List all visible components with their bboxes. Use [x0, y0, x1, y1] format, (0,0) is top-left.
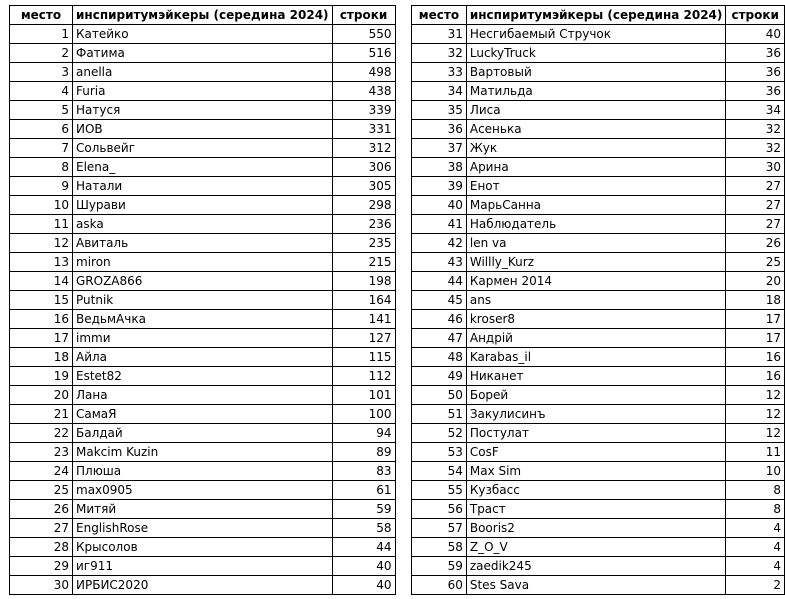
table-row [412, 348, 785, 367]
name-cell: Митяй [73, 500, 333, 519]
header-lines: строки [332, 6, 395, 25]
table-row [412, 272, 785, 291]
rank-cell: 31 [412, 25, 467, 44]
name-cell: СамаЯ [73, 405, 333, 424]
table-row [10, 177, 396, 196]
rank-cell: 20 [10, 386, 73, 405]
name-cell: Karabas_il [466, 348, 726, 367]
name-cell: Закулисинъ [466, 405, 726, 424]
rank-cell: 25 [10, 481, 73, 500]
name-cell: kroser8 [466, 310, 726, 329]
table-row [412, 500, 785, 519]
table-row [10, 234, 396, 253]
name-cell: Авиталь [73, 234, 333, 253]
name-cell: LuckyTruck [466, 44, 726, 63]
table-row [10, 272, 396, 291]
header-name: инспиритумэйкеры (середина 2024) [466, 6, 726, 25]
lines-cell: 312 [332, 139, 395, 158]
lines-cell: 438 [332, 82, 395, 101]
lines-cell: 16 [726, 348, 785, 367]
lines-cell: 61 [332, 481, 395, 500]
table-row [412, 215, 785, 234]
lines-cell: 101 [332, 386, 395, 405]
rank-cell: 37 [412, 139, 467, 158]
name-cell: Айла [73, 348, 333, 367]
name-cell: Андрій [466, 329, 726, 348]
name-cell: Крысолов [73, 538, 333, 557]
table-row [412, 405, 785, 424]
rank-cell: 4 [10, 82, 73, 101]
header-row [10, 6, 396, 25]
name-cell: zaedik245 [466, 557, 726, 576]
rank-cell: 6 [10, 120, 73, 139]
lines-cell: 306 [332, 158, 395, 177]
rank-cell: 45 [412, 291, 467, 310]
name-cell: Никанет [466, 367, 726, 386]
rank-cell: 53 [412, 443, 467, 462]
name-cell: Наблюдатель [466, 215, 726, 234]
header-name: инспиритумэйкеры (середина 2024) [73, 6, 333, 25]
rank-cell: 35 [412, 101, 467, 120]
lines-cell: 2 [726, 576, 785, 595]
table-row [412, 139, 785, 158]
lines-cell: 40 [726, 25, 785, 44]
lines-cell: 36 [726, 63, 785, 82]
rank-cell: 32 [412, 44, 467, 63]
name-cell: Натали [73, 177, 333, 196]
table-row [412, 196, 785, 215]
table-row [412, 329, 785, 348]
table-row [10, 348, 396, 367]
name-cell: ИРБИС2020 [73, 576, 333, 595]
rank-cell: 44 [412, 272, 467, 291]
rank-cell: 22 [10, 424, 73, 443]
ranking-table-left [9, 5, 396, 595]
table-row [10, 139, 396, 158]
table-row [412, 519, 785, 538]
table-row [10, 500, 396, 519]
table-row [10, 196, 396, 215]
lines-cell: 12 [726, 386, 785, 405]
name-cell: Booris2 [466, 519, 726, 538]
name-cell: Фатима [73, 44, 333, 63]
table-row [412, 576, 785, 595]
table-row [412, 253, 785, 272]
name-cell: Max Sim [466, 462, 726, 481]
header-rank: место [412, 6, 467, 25]
lines-cell: 215 [332, 253, 395, 272]
lines-cell: 8 [726, 481, 785, 500]
lines-cell: 27 [726, 177, 785, 196]
lines-cell: 32 [726, 120, 785, 139]
rank-cell: 11 [10, 215, 73, 234]
header-rank: место [10, 6, 73, 25]
rank-cell: 33 [412, 63, 467, 82]
lines-cell: 12 [726, 405, 785, 424]
lines-cell: 26 [726, 234, 785, 253]
rank-cell: 54 [412, 462, 467, 481]
lines-cell: 27 [726, 215, 785, 234]
lines-cell: 4 [726, 557, 785, 576]
lines-cell: 89 [332, 443, 395, 462]
rank-cell: 43 [412, 253, 467, 272]
rank-cell: 17 [10, 329, 73, 348]
rank-cell: 23 [10, 443, 73, 462]
rank-cell: 18 [10, 348, 73, 367]
table-row [412, 234, 785, 253]
name-cell: Балдай [73, 424, 333, 443]
name-cell: Асенька [466, 120, 726, 139]
lines-cell: 30 [726, 158, 785, 177]
name-cell: Несгибаемый Стручок [466, 25, 726, 44]
table-row [10, 576, 396, 595]
table-row [412, 310, 785, 329]
lines-cell: 34 [726, 101, 785, 120]
rank-cell: 49 [412, 367, 467, 386]
table-body-right [412, 25, 785, 595]
name-cell: Жук [466, 139, 726, 158]
rank-cell: 47 [412, 329, 467, 348]
rank-cell: 59 [412, 557, 467, 576]
rank-cell: 40 [412, 196, 467, 215]
rank-cell: 14 [10, 272, 73, 291]
name-cell: ans [466, 291, 726, 310]
name-cell: Лиса [466, 101, 726, 120]
table-row [10, 367, 396, 386]
lines-cell: 59 [332, 500, 395, 519]
rank-cell: 26 [10, 500, 73, 519]
table-row [10, 519, 396, 538]
name-cell: МарьСанна [466, 196, 726, 215]
table-row [10, 538, 396, 557]
lines-cell: 11 [726, 443, 785, 462]
rank-cell: 34 [412, 82, 467, 101]
lines-cell: 20 [726, 272, 785, 291]
lines-cell: 25 [726, 253, 785, 272]
name-cell: Кузбасс [466, 481, 726, 500]
name-cell: Матильда [466, 82, 726, 101]
table-row [412, 291, 785, 310]
name-cell: Putnik [73, 291, 333, 310]
lines-cell: 235 [332, 234, 395, 253]
lines-cell: 141 [332, 310, 395, 329]
name-cell: Енот [466, 177, 726, 196]
rank-cell: 10 [10, 196, 73, 215]
table-row [10, 329, 396, 348]
rank-cell: 57 [412, 519, 467, 538]
lines-cell: 498 [332, 63, 395, 82]
lines-cell: 331 [332, 120, 395, 139]
table-row [10, 158, 396, 177]
lines-cell: 44 [332, 538, 395, 557]
table-row [412, 424, 785, 443]
table-row [412, 25, 785, 44]
lines-cell: 236 [332, 215, 395, 234]
name-cell: Борей [466, 386, 726, 405]
lines-cell: 164 [332, 291, 395, 310]
table-row [10, 386, 396, 405]
rank-cell: 21 [10, 405, 73, 424]
table-row [412, 443, 785, 462]
rank-cell: 2 [10, 44, 73, 63]
name-cell: Шурави [73, 196, 333, 215]
lines-cell: 100 [332, 405, 395, 424]
table-row [412, 462, 785, 481]
lines-cell: 16 [726, 367, 785, 386]
rank-cell: 55 [412, 481, 467, 500]
name-cell: Траст [466, 500, 726, 519]
table-body-left [10, 25, 396, 595]
ranking-table-right [411, 5, 785, 595]
rank-cell: 56 [412, 500, 467, 519]
rank-cell: 50 [412, 386, 467, 405]
table-row [10, 443, 396, 462]
lines-cell: 17 [726, 310, 785, 329]
lines-cell: 550 [332, 25, 395, 44]
table-row [412, 82, 785, 101]
name-cell: Катейко [73, 25, 333, 44]
rank-cell: 13 [10, 253, 73, 272]
table-row [10, 25, 396, 44]
name-cell: Z_O_V [466, 538, 726, 557]
lines-cell: 339 [332, 101, 395, 120]
name-cell: Постулат [466, 424, 726, 443]
rank-cell: 7 [10, 139, 73, 158]
table-row [10, 253, 396, 272]
name-cell: Estet82 [73, 367, 333, 386]
name-cell: CosF [466, 443, 726, 462]
rank-cell: 46 [412, 310, 467, 329]
table-row [412, 177, 785, 196]
table-row [10, 101, 396, 120]
name-cell: ВедьмАчка [73, 310, 333, 329]
name-cell: max0905 [73, 481, 333, 500]
rank-cell: 41 [412, 215, 467, 234]
name-cell: Willly_Kurz [466, 253, 726, 272]
lines-cell: 36 [726, 82, 785, 101]
rank-cell: 38 [412, 158, 467, 177]
table-row [10, 44, 396, 63]
rank-cell: 1 [10, 25, 73, 44]
lines-cell: 94 [332, 424, 395, 443]
rank-cell: 30 [10, 576, 73, 595]
name-cell: Плюша [73, 462, 333, 481]
table-row [412, 367, 785, 386]
lines-cell: 40 [332, 576, 395, 595]
lines-cell: 127 [332, 329, 395, 348]
name-cell: Сольвейг [73, 139, 333, 158]
lines-cell: 40 [332, 557, 395, 576]
rank-cell: 15 [10, 291, 73, 310]
table-row [10, 481, 396, 500]
table-row [412, 44, 785, 63]
rank-cell: 24 [10, 462, 73, 481]
name-cell: ИОВ [73, 120, 333, 139]
rank-cell: 42 [412, 234, 467, 253]
name-cell: miron [73, 253, 333, 272]
table-row [10, 291, 396, 310]
name-cell: Elena_ [73, 158, 333, 177]
lines-cell: 18 [726, 291, 785, 310]
name-cell: anella [73, 63, 333, 82]
rank-cell: 3 [10, 63, 73, 82]
rank-cell: 8 [10, 158, 73, 177]
table-row [412, 101, 785, 120]
table-row [412, 158, 785, 177]
lines-cell: 58 [332, 519, 395, 538]
name-cell: иг911 [73, 557, 333, 576]
lines-cell: 17 [726, 329, 785, 348]
lines-cell: 4 [726, 538, 785, 557]
name-cell: Furia [73, 82, 333, 101]
rank-cell: 5 [10, 101, 73, 120]
name-cell: len va [466, 234, 726, 253]
lines-cell: 10 [726, 462, 785, 481]
rank-cell: 16 [10, 310, 73, 329]
name-cell: EnglishRose [73, 519, 333, 538]
table-row [10, 424, 396, 443]
lines-cell: 36 [726, 44, 785, 63]
table-row [412, 63, 785, 82]
table-row [10, 310, 396, 329]
rank-cell: 27 [10, 519, 73, 538]
name-cell: immи [73, 329, 333, 348]
lines-cell: 4 [726, 519, 785, 538]
rank-cell: 28 [10, 538, 73, 557]
rank-cell: 39 [412, 177, 467, 196]
table-row [412, 538, 785, 557]
lines-cell: 516 [332, 44, 395, 63]
lines-cell: 83 [332, 462, 395, 481]
name-cell: Кармен 2014 [466, 272, 726, 291]
rank-cell: 36 [412, 120, 467, 139]
lines-cell: 27 [726, 196, 785, 215]
name-cell: aska [73, 215, 333, 234]
table-row [10, 462, 396, 481]
table-row [10, 405, 396, 424]
table-row [10, 63, 396, 82]
name-cell: Арина [466, 158, 726, 177]
lines-cell: 8 [726, 500, 785, 519]
rank-cell: 58 [412, 538, 467, 557]
name-cell: Stes Sava [466, 576, 726, 595]
header-row [412, 6, 785, 25]
name-cell: GROZA866 [73, 272, 333, 291]
rank-cell: 12 [10, 234, 73, 253]
table-row [412, 557, 785, 576]
table-row [412, 386, 785, 405]
name-cell: Makcim Kuzin [73, 443, 333, 462]
name-cell: Натуся [73, 101, 333, 120]
header-lines: строки [726, 6, 785, 25]
table-row [10, 120, 396, 139]
name-cell: Лана [73, 386, 333, 405]
lines-cell: 32 [726, 139, 785, 158]
rank-cell: 29 [10, 557, 73, 576]
table-row [10, 215, 396, 234]
rank-cell: 52 [412, 424, 467, 443]
table-row [412, 120, 785, 139]
name-cell: Вартовый [466, 63, 726, 82]
rank-cell: 9 [10, 177, 73, 196]
lines-cell: 298 [332, 196, 395, 215]
lines-cell: 112 [332, 367, 395, 386]
table-row [10, 82, 396, 101]
rank-cell: 51 [412, 405, 467, 424]
lines-cell: 198 [332, 272, 395, 291]
rank-cell: 19 [10, 367, 73, 386]
table-row [10, 557, 396, 576]
rank-cell: 60 [412, 576, 467, 595]
lines-cell: 115 [332, 348, 395, 367]
lines-cell: 12 [726, 424, 785, 443]
lines-cell: 305 [332, 177, 395, 196]
table-row [412, 481, 785, 500]
rank-cell: 48 [412, 348, 467, 367]
